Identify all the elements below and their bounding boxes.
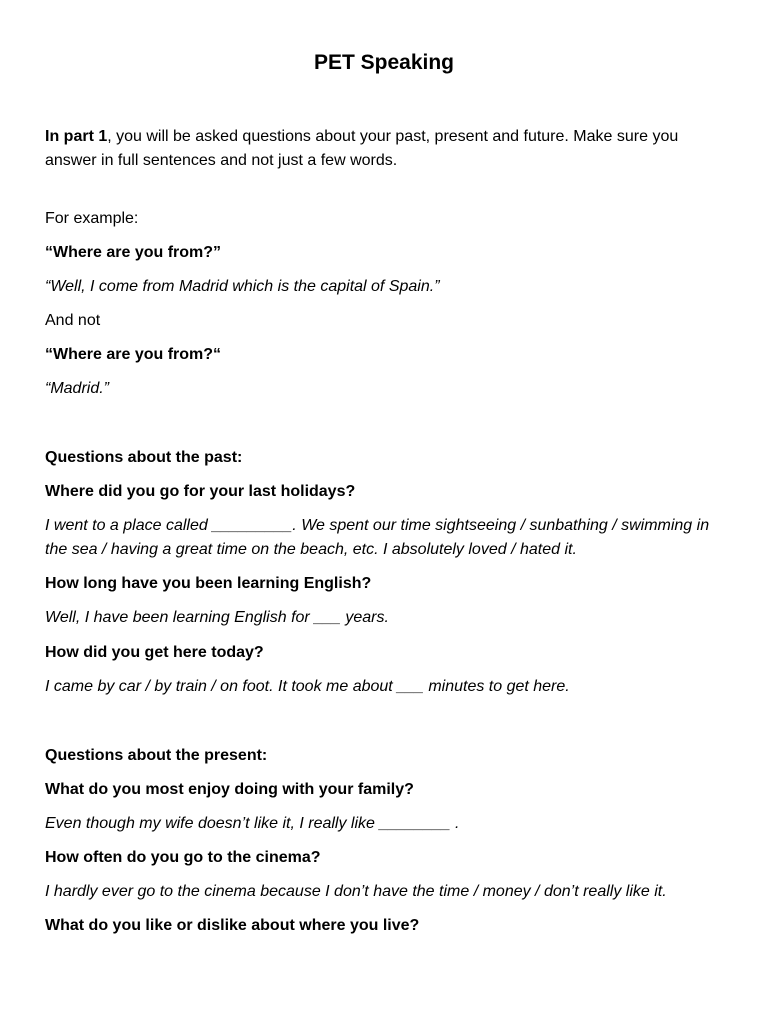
past-answer-1-line-2: the sea / having a great time on the beach, etc. I absolutely loved / hated it. <box>45 541 577 558</box>
past-answer-1-line-1: I went to a place called _________. We spent our time sightseeing / sunbathing / swimming in <box>45 517 710 534</box>
example-question-2: “Where are you from?“ <box>45 346 222 363</box>
page-title: PET Speaking <box>313 51 455 74</box>
intro-line-1 <box>45 125 725 149</box>
present-heading: Questions about the present: <box>45 747 268 764</box>
example-label: For example: <box>45 210 139 227</box>
present-answer-1: Even though my wife doesn’t like it, I really like ________ . <box>45 815 460 832</box>
past-question-2: How long have you been learning English? <box>45 575 372 592</box>
present-answer-2: I hardly ever go to the cinema because I don’t have the time / money / don’t really like it. <box>45 883 667 900</box>
intro-rest: , you will be asked questions about your past, present and future. Make sure you <box>107 128 679 145</box>
example-question-1: “Where are you from?” <box>45 244 222 261</box>
example-and-not: And not <box>45 312 101 329</box>
present-question-2: How often do you go to the cinema? <box>45 849 321 866</box>
example-bad-answer: “Madrid.” <box>45 380 110 397</box>
intro-line-2: answer in full sentences and not just a few words. <box>45 152 398 169</box>
past-answer-3: I came by car / by train / on foot. It took me about ___ minutes to get here. <box>45 678 570 695</box>
example-good-answer: “Well, I come from Madrid which is the capital of Spain.” <box>45 278 440 295</box>
intro-bold-lead: In part 1 <box>45 128 108 145</box>
past-answer-2: Well, I have been learning English for ___ years. <box>45 609 389 626</box>
past-heading: Questions about the past: <box>45 449 243 466</box>
present-question-1: What do you most enjoy doing with your family? <box>45 781 414 798</box>
past-question-3: How did you get here today? <box>45 644 264 661</box>
present-question-3: What do you like or dislike about where you live? <box>45 917 420 934</box>
past-question-1: Where did you go for your last holidays? <box>45 483 356 500</box>
